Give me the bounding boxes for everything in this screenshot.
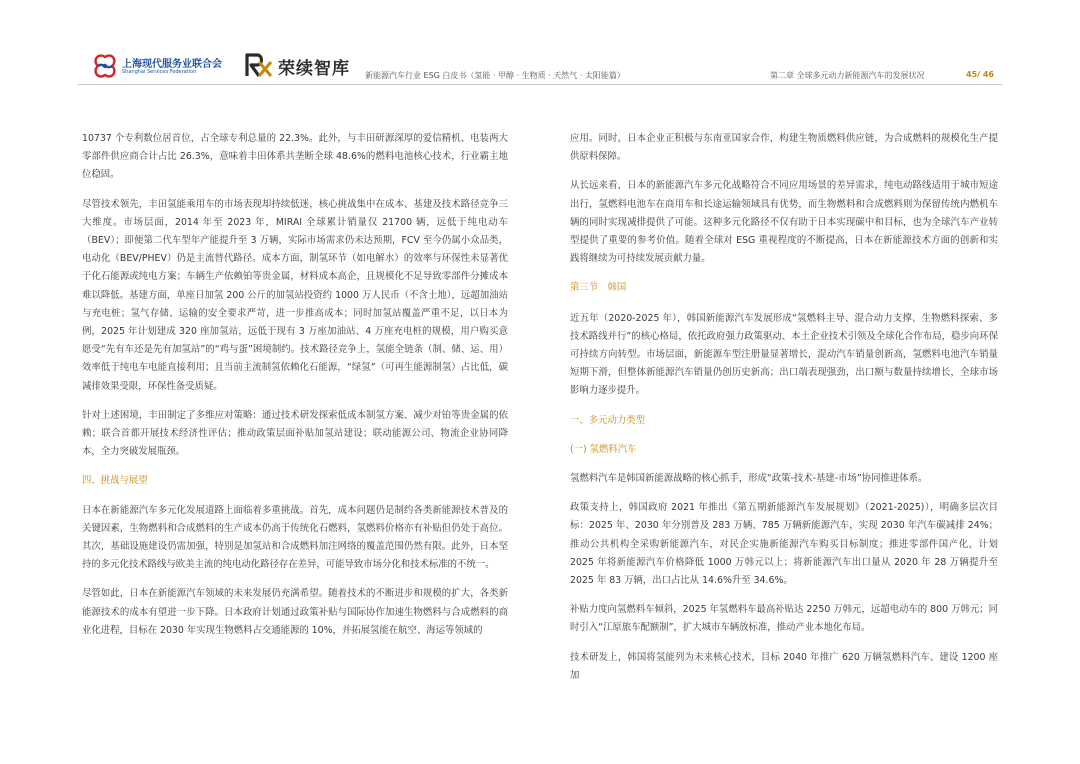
brand-name: 荣续智库 bbox=[278, 59, 350, 79]
section-heading-korea: 第三节 韩国 bbox=[570, 282, 627, 294]
page-number: 45/ 46 bbox=[966, 70, 994, 79]
chapter-title: 第二章 全球多元动力新能源汽车的发展状况 bbox=[770, 71, 925, 80]
report-title: 新能源汽车行业 ESG 白皮书（氢能 · 甲醇 · 生物质 · 天然气 · 太阳能篇） bbox=[365, 71, 625, 80]
org-name: 上海现代服务业联合会 bbox=[122, 59, 222, 70]
page-header bbox=[0, 0, 1080, 100]
paragraph: 10737 个专利数位居首位，占全球专利总量的 22.3%。此外，与丰田研源深厚的爱信精机、电装两大零部件供应商合计占比 26.3%，意味着丰田体系共垄断全球 48.6%的燃料电池核心技术，行业霸主地位稳固。 bbox=[82, 133, 508, 181]
paragraph: 针对上述困境，丰田制定了多维应对策略：通过技术研发探索低成本制氢方案、减少对铂等贵金属的依赖；联合首都开展技术经济性评估；推动政策层面补贴加氢站建设；联动能源公司、物流企业协同降本，全力突破发展瓶颈。 bbox=[82, 409, 508, 458]
rx-logo-icon bbox=[244, 50, 274, 80]
section-heading-challenges: 四、挑战与展望 bbox=[82, 475, 148, 487]
paragraph: 从长远来看，日本的新能源汽车多元化战略符合不同应用场景的差异需求，纯电动路线适用于城市短途出行，氢燃料电池车在商用车和长途运输领域具有优势，而生物燃料和合成燃料则为保留传统内燃机车辆的同时实现减排提供了可能。这种多元化路径不仅有助于日本实现碳中和目标，也为全球汽车产业转型提供了重要的参考价值。随着全球对 ESG 重视程度的不断提高，日本在新能源技术方面的创新和实践将继续为可持续发展贡献力量。 bbox=[570, 180, 998, 265]
subsection-heading-powertrain: 一、多元动力类型 bbox=[570, 414, 646, 426]
paragraph: 技术研发上，韩国将氢能列为未来核心技术，目标 2040 年推广 620 万辆氢燃料汽车、建设 1200 座加 bbox=[570, 651, 998, 681]
paragraph: 氢燃料汽车是韩国新能源战略的核心抓手，形成“政策-技术-基建-市场”协同推进体系。 bbox=[570, 473, 928, 485]
paragraph: 补贴力度向氢燃料车倾斜，2025 年氢燃料车最高补贴达 2250 万韩元，远超电动车的 800 万韩元；同时引入“江原旅车配额制”，扩大城市车辆放标准，推动产业本地化布局。 bbox=[570, 604, 998, 634]
left-column bbox=[82, 130, 508, 651]
paragraph: 政策支持上，韩国政府 2021 年推出《第五期新能源汽车发展规划》（2021-2025)），明确多层次目标：2025 年、2030 年分别普及 283 万辆、785 万辆新能源汽车，实现 2030 年汽车碳减排 24%；推动公共机构全采购新能源汽车，对民企实施新能源汽车购买目标制度；推进零部件国产化，计划 2025 年将新能源汽车价格降低 1000 万韩元以上；将新能源汽车出口量从 2020 年 28 万辆提升至 2025 年 83 万辆，出口占比从 14.6%升至 34.6%。 bbox=[570, 502, 998, 587]
subsection-heading-hydrogen: (一) 氢燃料汽车 bbox=[570, 443, 637, 455]
paragraph: 日本在新能源汽车多元化发展道路上面临着多重挑战。首先，成本问题仍是制约各类新能源技术普及的关键因素，生物燃料和合成燃料的生产成本仍高于传统化石燃料，氢燃料价格亦有补贴但仍处于高位。其次，基础设施建设仍需加强，特别是加氢站和合成燃料加注网络的覆盖范围仍然有限。此外，日本坚持的多元化技术路线与欧美主流的纯电动化路径存在差异，可能导致市场分化和技术标准的不统一。 bbox=[82, 504, 508, 571]
header-divider bbox=[78, 84, 1002, 85]
ssf-logo bbox=[92, 53, 232, 79]
org-name-en: Shanghai Services Federation bbox=[122, 69, 197, 75]
right-column bbox=[570, 130, 998, 696]
paragraph: 应用。同时，日本企业正积极与东南亚国家合作，构建生物质燃料供应链，为合成燃料的规模化生产提供原料保障。 bbox=[570, 133, 998, 163]
paragraph: 尽管如此，日本在新能源汽车领域的未来发展仍充满希望。随着技术的不断进步和规模的扩大，各类新能源技术的成本有望进一步下降。日本政府计划通过政策补贴与国际协作加速生物燃料与合成燃料的商业化进程，目标在 2030 年实现生物燃料占交通能源的 10%，并拓展氢能在航空、海运等领域的 bbox=[82, 588, 508, 636]
paragraph: 近五年（2020-2025 年），韩国新能源汽车发展形成“氢燃料主导、混合动力支撑、生物燃料探索、多技术路线并行”的核心格局，依托政府强力政策驱动、本土企业技术引领及全球化合作布局，稳步向环保可持续方向转型。市场层面，新能源车型注册量显著增长，混动汽车销量创新高，氢燃料电池汽车销量短期下滑，但整体新能源汽车销量仍创历史新高；出口端表现强劲，出口额与数量持续增长，全球市场影响力逐步提升。 bbox=[570, 312, 998, 397]
paragraph: 尽管技术领先，丰田氢能乘用车的市场表现却持续低迷，核心挑战集中在成本、基建及技术路径竞争三大维度。市场层面，2014 年至 2023 年，MIRAI 全球累计销量仅 21700 辆，远低于纯电动车（BEV）；即便第二代车型年产能提升至 3 万辆，实际市场需求仍未达预期，FCV 至今仍属小众品类，电动化（BEV/PHEV）仍是主流替代路径。成本方面，制氢环节（如电解水）的效率与环保性未显著优于化石能源或纯电方案；车辆生产依赖铂等贵金属，材料成本高企，且规模化不足导致零部件分摊成本难以降低。基建方面，单座日加氢 200 公斤的加氢站投资约 1000 万人民币（不含土地），远超加油站与充电桩；氢气存储、运输的安全要求严苛，进一步推高成本；同时加氢站覆盖严重不足，以日本为例，2025 年计划建成 320 座加氢站，远低于现有 3 万座加油站、4 万座充电桩的规模，用户购买意愿受“先有车还是先有加氢站”的“鸡与蛋”困境制约。技术路径竞争上，氢能全链条（制、储、运、用）效率低于纯电车电能直接利用；且当前主流制氢依赖化石能源，“绿氢”（可再生能源制氢）占比低，碳减排效果受限，环保性备受质疑。 bbox=[82, 198, 508, 392]
ssf-logo-icon bbox=[92, 53, 118, 79]
